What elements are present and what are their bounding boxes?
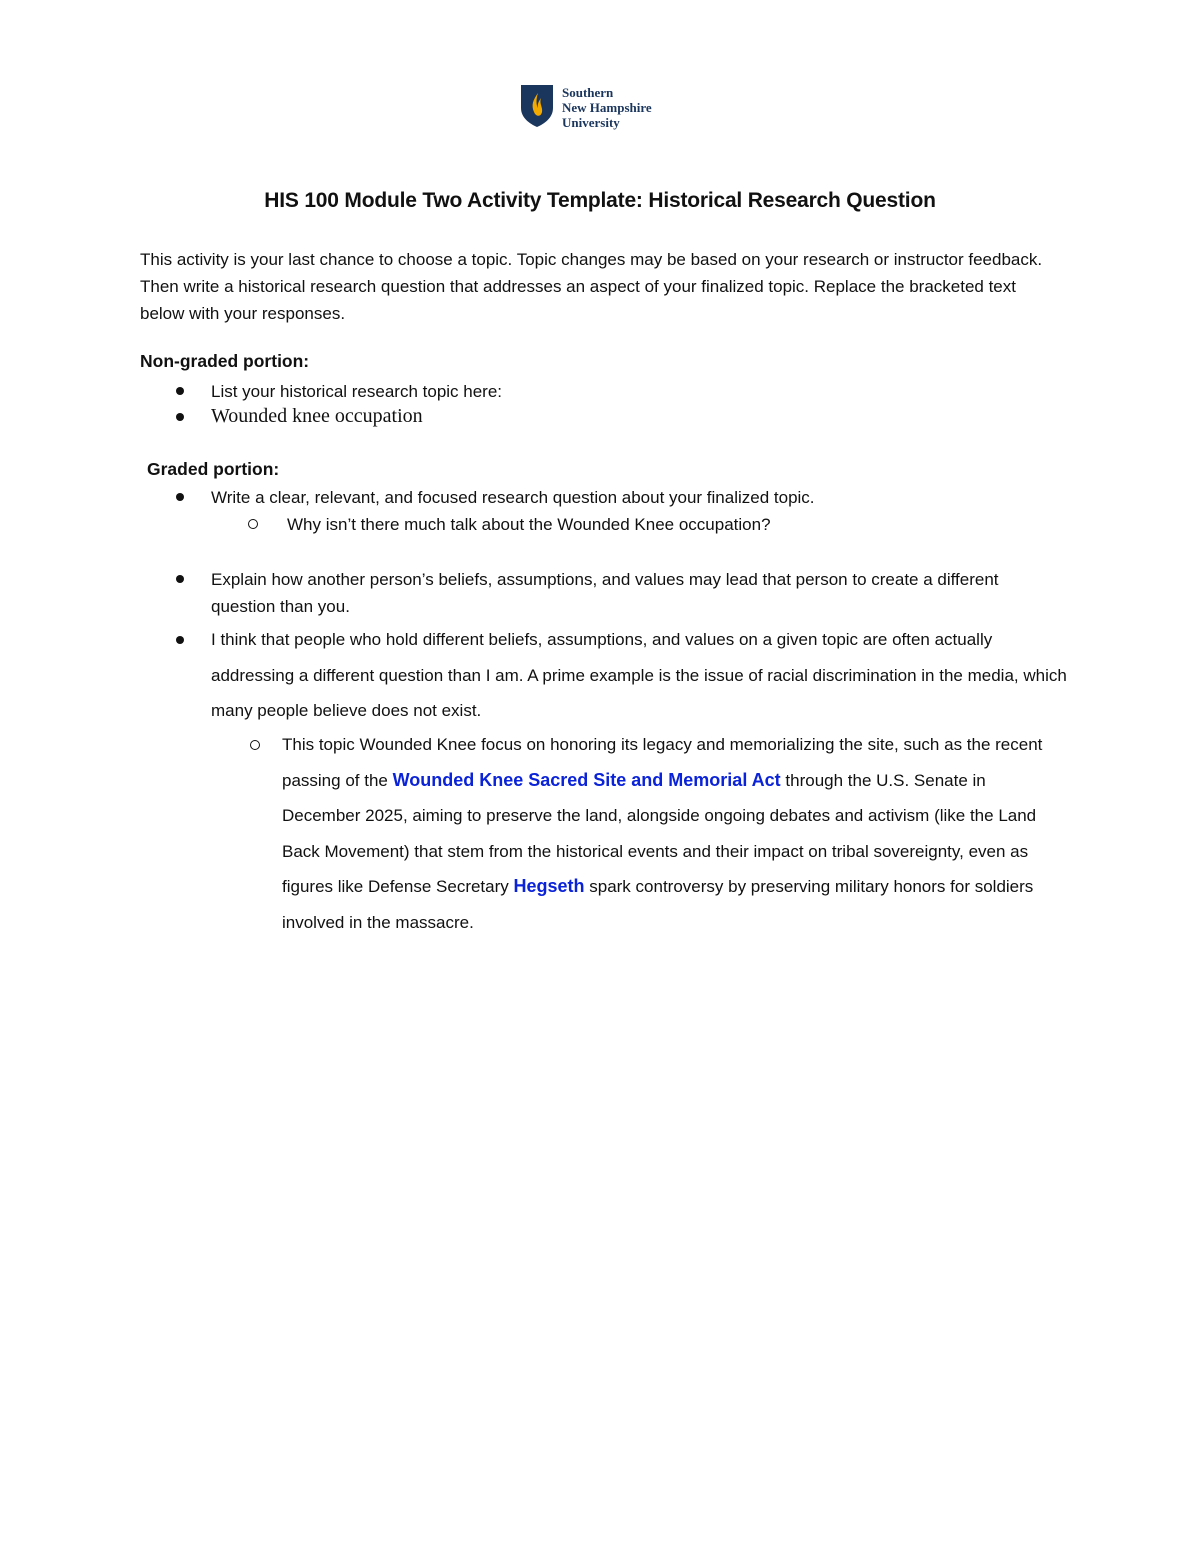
intro-paragraph: This activity is your last chance to choose a topic. Topic changes may be based on your research or instructor feedback. Then write a historical research question that addresses an aspect of your finalized topic. Replace the bracketed text below with your responses. [140, 250, 1043, 323]
graded-item-1: Write a clear, relevant, and focused research question about your finalized topic. [211, 488, 815, 507]
graded-item-3-answer [282, 727, 1057, 940]
answer-text-1: This topic Wounded Knee focus on honoring its legacy and memorializing the site, such as the recent passing of the [282, 735, 1043, 790]
logo-line-2: New Hampshire [562, 100, 652, 115]
bullet-dot [176, 387, 184, 395]
nongraded-heading: Non-graded portion: [140, 351, 310, 371]
graded-heading: Graded portion: [147, 459, 280, 479]
graded-item-2: Explain how another person’s beliefs, assumptions, and values may lead that person to create a different question than you. [211, 570, 999, 616]
bullet-dot [176, 575, 184, 583]
nongraded-item-2: Wounded knee occupation [211, 405, 423, 427]
memorial-act-link[interactable]: Wounded Knee Sacred Site and Memorial Act [392, 769, 781, 790]
sub-bullet-ring [250, 740, 260, 750]
hegseth-link[interactable]: Hegseth [513, 876, 585, 896]
bullet-dot [176, 493, 184, 501]
document-title: HIS 100 Module Two Activity Template: Historical Research Question [264, 189, 936, 212]
answer-text-3: spark controversy by preserving military honors for soldiers involved in the massacre. [282, 877, 1034, 932]
shield-flame-icon [520, 84, 554, 128]
logo-wordmark [562, 85, 652, 130]
logo-line-1: Southern [562, 85, 614, 100]
snhu-logo [520, 84, 652, 130]
bullet-dot [176, 413, 184, 421]
logo-line-3: University [562, 115, 620, 130]
sub-bullet-ring [248, 519, 258, 529]
graded-item-3: I think that people who hold different beliefs, assumptions, and values on a given topic are often actually addressing a different question than I am. A prime example is the issue of racial discrimination in the media, which many people believe does not exist. [211, 630, 1067, 720]
answer-text-2: through the U.S. Senate in December 2025, aiming to preserve the land, alongside ongoing debates and activism (like the Land Back Movement) that stem from the historical events and their impact on tribal sovereignty, even as figures like Defense Secretary [282, 770, 1037, 896]
graded-item-1-answer: Why isn’t there much talk about the Wounded Knee occupation? [287, 515, 771, 534]
bullet-dot [176, 636, 184, 644]
nongraded-item-1: List your historical research topic here: [211, 382, 503, 401]
